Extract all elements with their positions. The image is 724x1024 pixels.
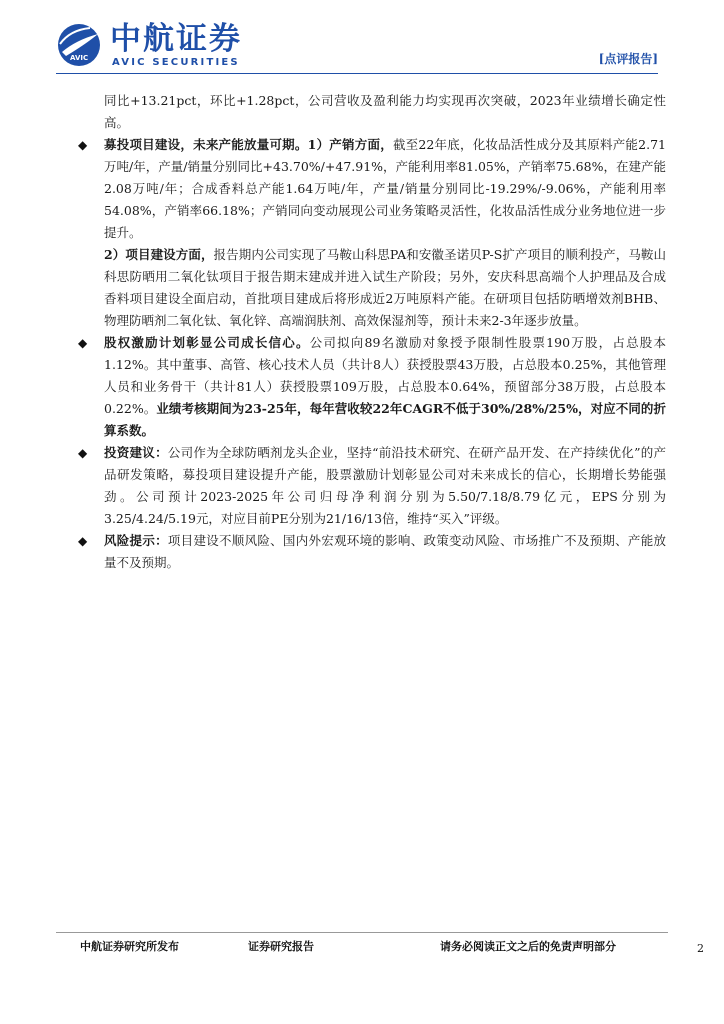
construction-text: 报告期内公司实现了马鞍山科思PA和安徽圣诺贝P-S扩产项目的顺利投产，马鞍山科思防晒用二氧化钛项目于报告期末建成并进入试生产阶段；另外，安庆科思高端个人护理品及合成香料项目建设全面启动，首批项目建成后将形成近2万吨原料产能。在研项目包括防晒增效剂BHB、物理防晒剂二氧化钛、氧化锌、高端润肤剂、高效保湿剂等，预计未来2-3年逐步放量。 bbox=[104, 247, 667, 328]
diamond-bullet-icon: ◆ bbox=[78, 446, 88, 460]
footer-publisher: 中航证券研究所发布 bbox=[80, 940, 179, 953]
project-construction-paragraph bbox=[76, 244, 666, 332]
avic-logo-icon bbox=[56, 22, 102, 68]
logo-badge-text: AVIC bbox=[70, 54, 89, 62]
bullet-lead: 投资建议： bbox=[104, 445, 168, 460]
incentive-text: 公司拟向89名激励对象授予限制性股票190万股，占总股本1.12%。其中董事、高管、核心技术人员（共计8人）获授股票43万股，占总股本0.25%，其他管理人员和业务骨干（共计81人）获授股票109万股，占总股本0.64%，预留部分38万股，占总股本0.22%。 bbox=[104, 335, 666, 416]
page-number: 2 bbox=[697, 942, 704, 955]
bullet-lead: 募投项目建设，未来产能放量可期。 bbox=[104, 137, 308, 152]
logo-chinese-name: 中航证券 bbox=[110, 21, 242, 57]
footer-disclaimer-note: 请务必阅读正文之后的免责声明部分 bbox=[440, 940, 616, 953]
diamond-bullet-icon: ◆ bbox=[78, 534, 88, 548]
footer-report-label: 证券研究报告 bbox=[248, 940, 314, 953]
sub-lead-construction: 2）项目建设方面， bbox=[104, 247, 214, 262]
bullet-lead: 风险提示： bbox=[104, 533, 168, 548]
header-divider bbox=[56, 73, 658, 74]
bullet-equity-incentive bbox=[76, 332, 666, 442]
page-header bbox=[0, 0, 724, 80]
report-body bbox=[76, 90, 666, 574]
bullet-lead: 股权激励计划彰显公司成长信心。 bbox=[104, 335, 310, 350]
intro-continuation: 同比+13.21pct，环比+1.28pct，公司营收及盈利能力均实现再次突破，2023年业绩增长确定性高。 bbox=[104, 93, 666, 130]
bullet-fundraising-projects bbox=[76, 134, 666, 244]
advice-text: 公司作为全球防晒剂龙头企业，坚持“前沿技术研究、在研产品开发、在产持续优化”的产品研发策略，募投项目建设提升产能，股票激励计划彰显公司对未来成长的信心，长期增长势能强劲。公司预计2023-2025年公司归母净利润分别为5.50/7.18/8.79亿元，EPS分别为3.25/4.24/5.19元，对应目前PE分别为21/16/13倍，维持“买入”评级。 bbox=[104, 445, 666, 526]
report-type-label: [点评报告] bbox=[598, 52, 658, 66]
sub-lead-production: 1）产销方面， bbox=[307, 137, 393, 152]
bullet-investment-advice bbox=[76, 442, 666, 530]
risk-text: 项目建设不顺风险、国内外宏观环境的影响、政策变动风险、市场推广不及预期、产能放量不及预期。 bbox=[104, 533, 666, 570]
diamond-bullet-icon: ◆ bbox=[78, 336, 88, 350]
bullet-risk-warning bbox=[76, 530, 666, 574]
production-text: 截至22年底，化妆品活性成分及其原料产能2.71万吨/年，产量/销量分别同比+43.70%/+47.91%，产能利用率81.05%，产销率75.68%，在建产能2.08万吨/年；合成香料总产能1.64万吨/年，产量/销量分别同比-19.29%/-9.06%，产能利用率54.08%，产销率66.18%；产销同向变动展现公司业务策略灵活性，化妆品活性成分业务地位进一步提升。 bbox=[104, 137, 666, 240]
logo-english-name: AVIC SECURITIES bbox=[112, 57, 240, 68]
footer-divider bbox=[56, 932, 668, 933]
incentive-bold-text: 业绩考核期间为23-25年，每年营收较22年CAGR不低于30%/28%/25%，对应不同的折算系数。 bbox=[104, 401, 666, 438]
diamond-bullet-icon: ◆ bbox=[78, 138, 88, 152]
